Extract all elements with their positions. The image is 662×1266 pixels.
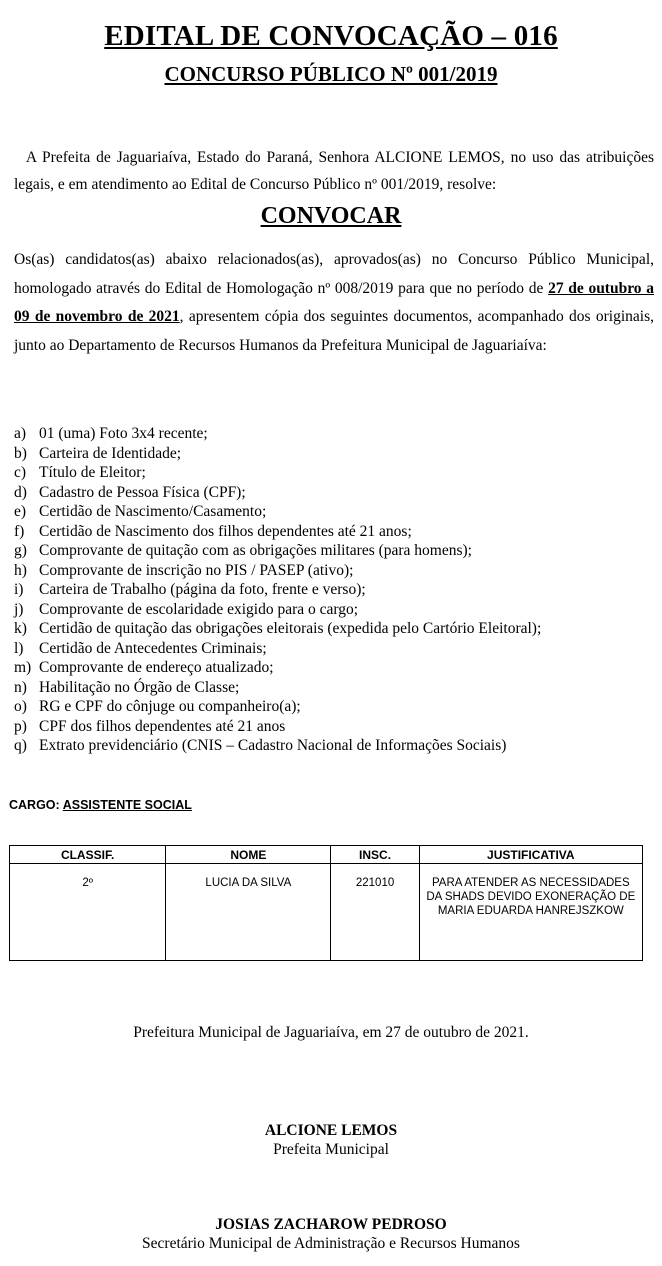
- list-item: [14, 541, 654, 561]
- list-item-text: Comprovante de escolaridade exigido para o cargo;: [39, 600, 359, 618]
- list-item-letter: f): [14, 522, 25, 540]
- convocar-heading: CONVOCAR: [260, 203, 402, 229]
- list-item: [14, 522, 654, 542]
- signature-role: Prefeita Municipal: [273, 1141, 389, 1158]
- document-title: EDITAL DE CONVOCAÇÃO – 016: [104, 20, 558, 52]
- signature-block: [0, 1121, 662, 1159]
- body-text-part2: , apresentem cópia dos seguintes documentos, acompanhado dos originais, junto ao Departamento de Recursos Humanos da Prefeitura Municipal de Jaguariaíva:: [14, 308, 654, 354]
- list-item-text: Carteira de Trabalho (página da foto, frente e verso);: [39, 581, 366, 598]
- list-item-text: 01 (uma) Foto 3x4 recente;: [39, 425, 208, 442]
- list-item-letter: k): [14, 620, 27, 637]
- list-item-text: Comprovante de quitação com as obrigações militares (para homens);: [39, 542, 472, 559]
- cell-classif: 2º: [10, 864, 166, 961]
- list-item-text: Certidão de Antecedentes Criminais;: [39, 639, 267, 657]
- list-item-letter: a): [14, 425, 27, 442]
- list-item: [14, 639, 654, 659]
- intro-text: A Prefeita de Jaguariaíva, Estado do Paraná, Senhora ALCIONE LEMOS, no uso das atribuições legais, e em atendimento ao Edital de Concurso Público nº 001/2019, resolve:: [14, 149, 654, 193]
- list-item-text: Carteira de Identidade;: [39, 444, 182, 462]
- list-item: [14, 483, 654, 503]
- cell-insc: 221010: [331, 864, 419, 961]
- document-list: [14, 424, 654, 756]
- list-item-text: Título de Eleitor;: [39, 464, 146, 481]
- list-item-letter: m): [14, 659, 32, 676]
- list-item-letter: o): [14, 698, 27, 715]
- column-header-insc: INSC.: [331, 846, 419, 864]
- list-item-letter: g): [14, 542, 27, 559]
- list-item: [14, 697, 654, 717]
- column-header-classif: CLASSIF.: [10, 846, 166, 864]
- list-item-text: Certidão de Nascimento/Casamento;: [39, 503, 267, 520]
- list-item-text: Comprovante de inscrição no PIS / PASEP (ativo);: [39, 561, 354, 579]
- list-item: [14, 502, 654, 522]
- list-item-letter: q): [14, 737, 27, 754]
- table-row: [10, 864, 643, 961]
- list-item: [14, 736, 654, 756]
- column-header-justificativa: JUSTIFICATIVA: [419, 846, 642, 864]
- list-item-letter: e): [14, 503, 27, 520]
- cell-justificativa: PARA ATENDER AS NECESSIDADES DA SHADS DEVIDO EXONERAÇÃO DE MARIA EDUARDA HANREJSZKOW: [419, 864, 642, 961]
- column-header-nome: NOME: [166, 846, 331, 864]
- signature-name: ALCIONE LEMOS: [264, 1122, 398, 1139]
- list-item: [14, 678, 654, 698]
- cargo-line: [9, 798, 192, 812]
- list-item-letter: l): [14, 639, 24, 657]
- body-paragraph: [14, 246, 654, 360]
- list-item: [14, 717, 654, 737]
- list-item-letter: i): [14, 581, 24, 598]
- list-item: [14, 424, 654, 444]
- list-item: [14, 444, 654, 464]
- list-item-letter: j): [14, 600, 24, 618]
- list-item-text: Habilitação no Órgão de Classe;: [39, 678, 240, 696]
- table-header-row: [10, 846, 643, 864]
- list-item-letter: b): [14, 444, 27, 462]
- intro-paragraph: [14, 144, 654, 198]
- list-item-letter: h): [14, 561, 27, 579]
- list-item-text: Certidão de quitação das obrigações eleitorais (expedida pelo Cartório Eleitoral);: [39, 620, 542, 637]
- list-item: [14, 658, 654, 678]
- convocation-period: 27 de outubro a 09 de novembro de 2021: [14, 279, 654, 326]
- list-item: [14, 600, 654, 620]
- list-item-text: Comprovante de endereço atualizado;: [39, 659, 274, 676]
- list-item: [14, 580, 654, 600]
- candidates-table: [9, 845, 643, 961]
- list-item: [14, 463, 654, 483]
- cargo-value: ASSISTENTE SOCIAL: [62, 798, 192, 812]
- list-item: [14, 619, 654, 639]
- place-date: Prefeitura Municipal de Jaguariaíva, em 27 de outubro de 2021.: [133, 1024, 529, 1041]
- list-item-text: RG e CPF do cônjuge ou companheiro(a);: [39, 698, 301, 715]
- list-item-text: Certidão de Nascimento dos filhos dependentes até 21 anos;: [39, 522, 412, 540]
- cargo-label: CARGO:: [9, 798, 60, 812]
- list-item-letter: c): [14, 464, 27, 481]
- list-item-letter: p): [14, 717, 27, 735]
- list-item: [14, 561, 654, 581]
- list-item-text: Extrato previdenciário (CNIS – Cadastro Nacional de Informações Sociais): [39, 737, 507, 754]
- list-item-text: Cadastro de Pessoa Física (CPF);: [39, 483, 246, 501]
- signature-block: [0, 1215, 662, 1253]
- document-subtitle: CONCURSO PÚBLICO Nº 001/2019: [164, 62, 498, 86]
- list-item-letter: d): [14, 483, 27, 501]
- list-item-text: CPF dos filhos dependentes até 21 anos: [39, 717, 286, 735]
- signature-role: Secretário Municipal de Administração e Recursos Humanos: [142, 1235, 520, 1252]
- list-item-letter: n): [14, 678, 27, 696]
- body-text-part1: Os(as) candidatos(as) abaixo relacionados(as), aprovados(as) no Concurso Público Municipal, homologado através do Edital de Homologação nº 008/2019 para que no período de: [14, 251, 654, 297]
- signature-name: JOSIAS ZACHAROW PEDROSO: [215, 1216, 447, 1233]
- cell-nome: LUCIA DA SILVA: [166, 864, 331, 961]
